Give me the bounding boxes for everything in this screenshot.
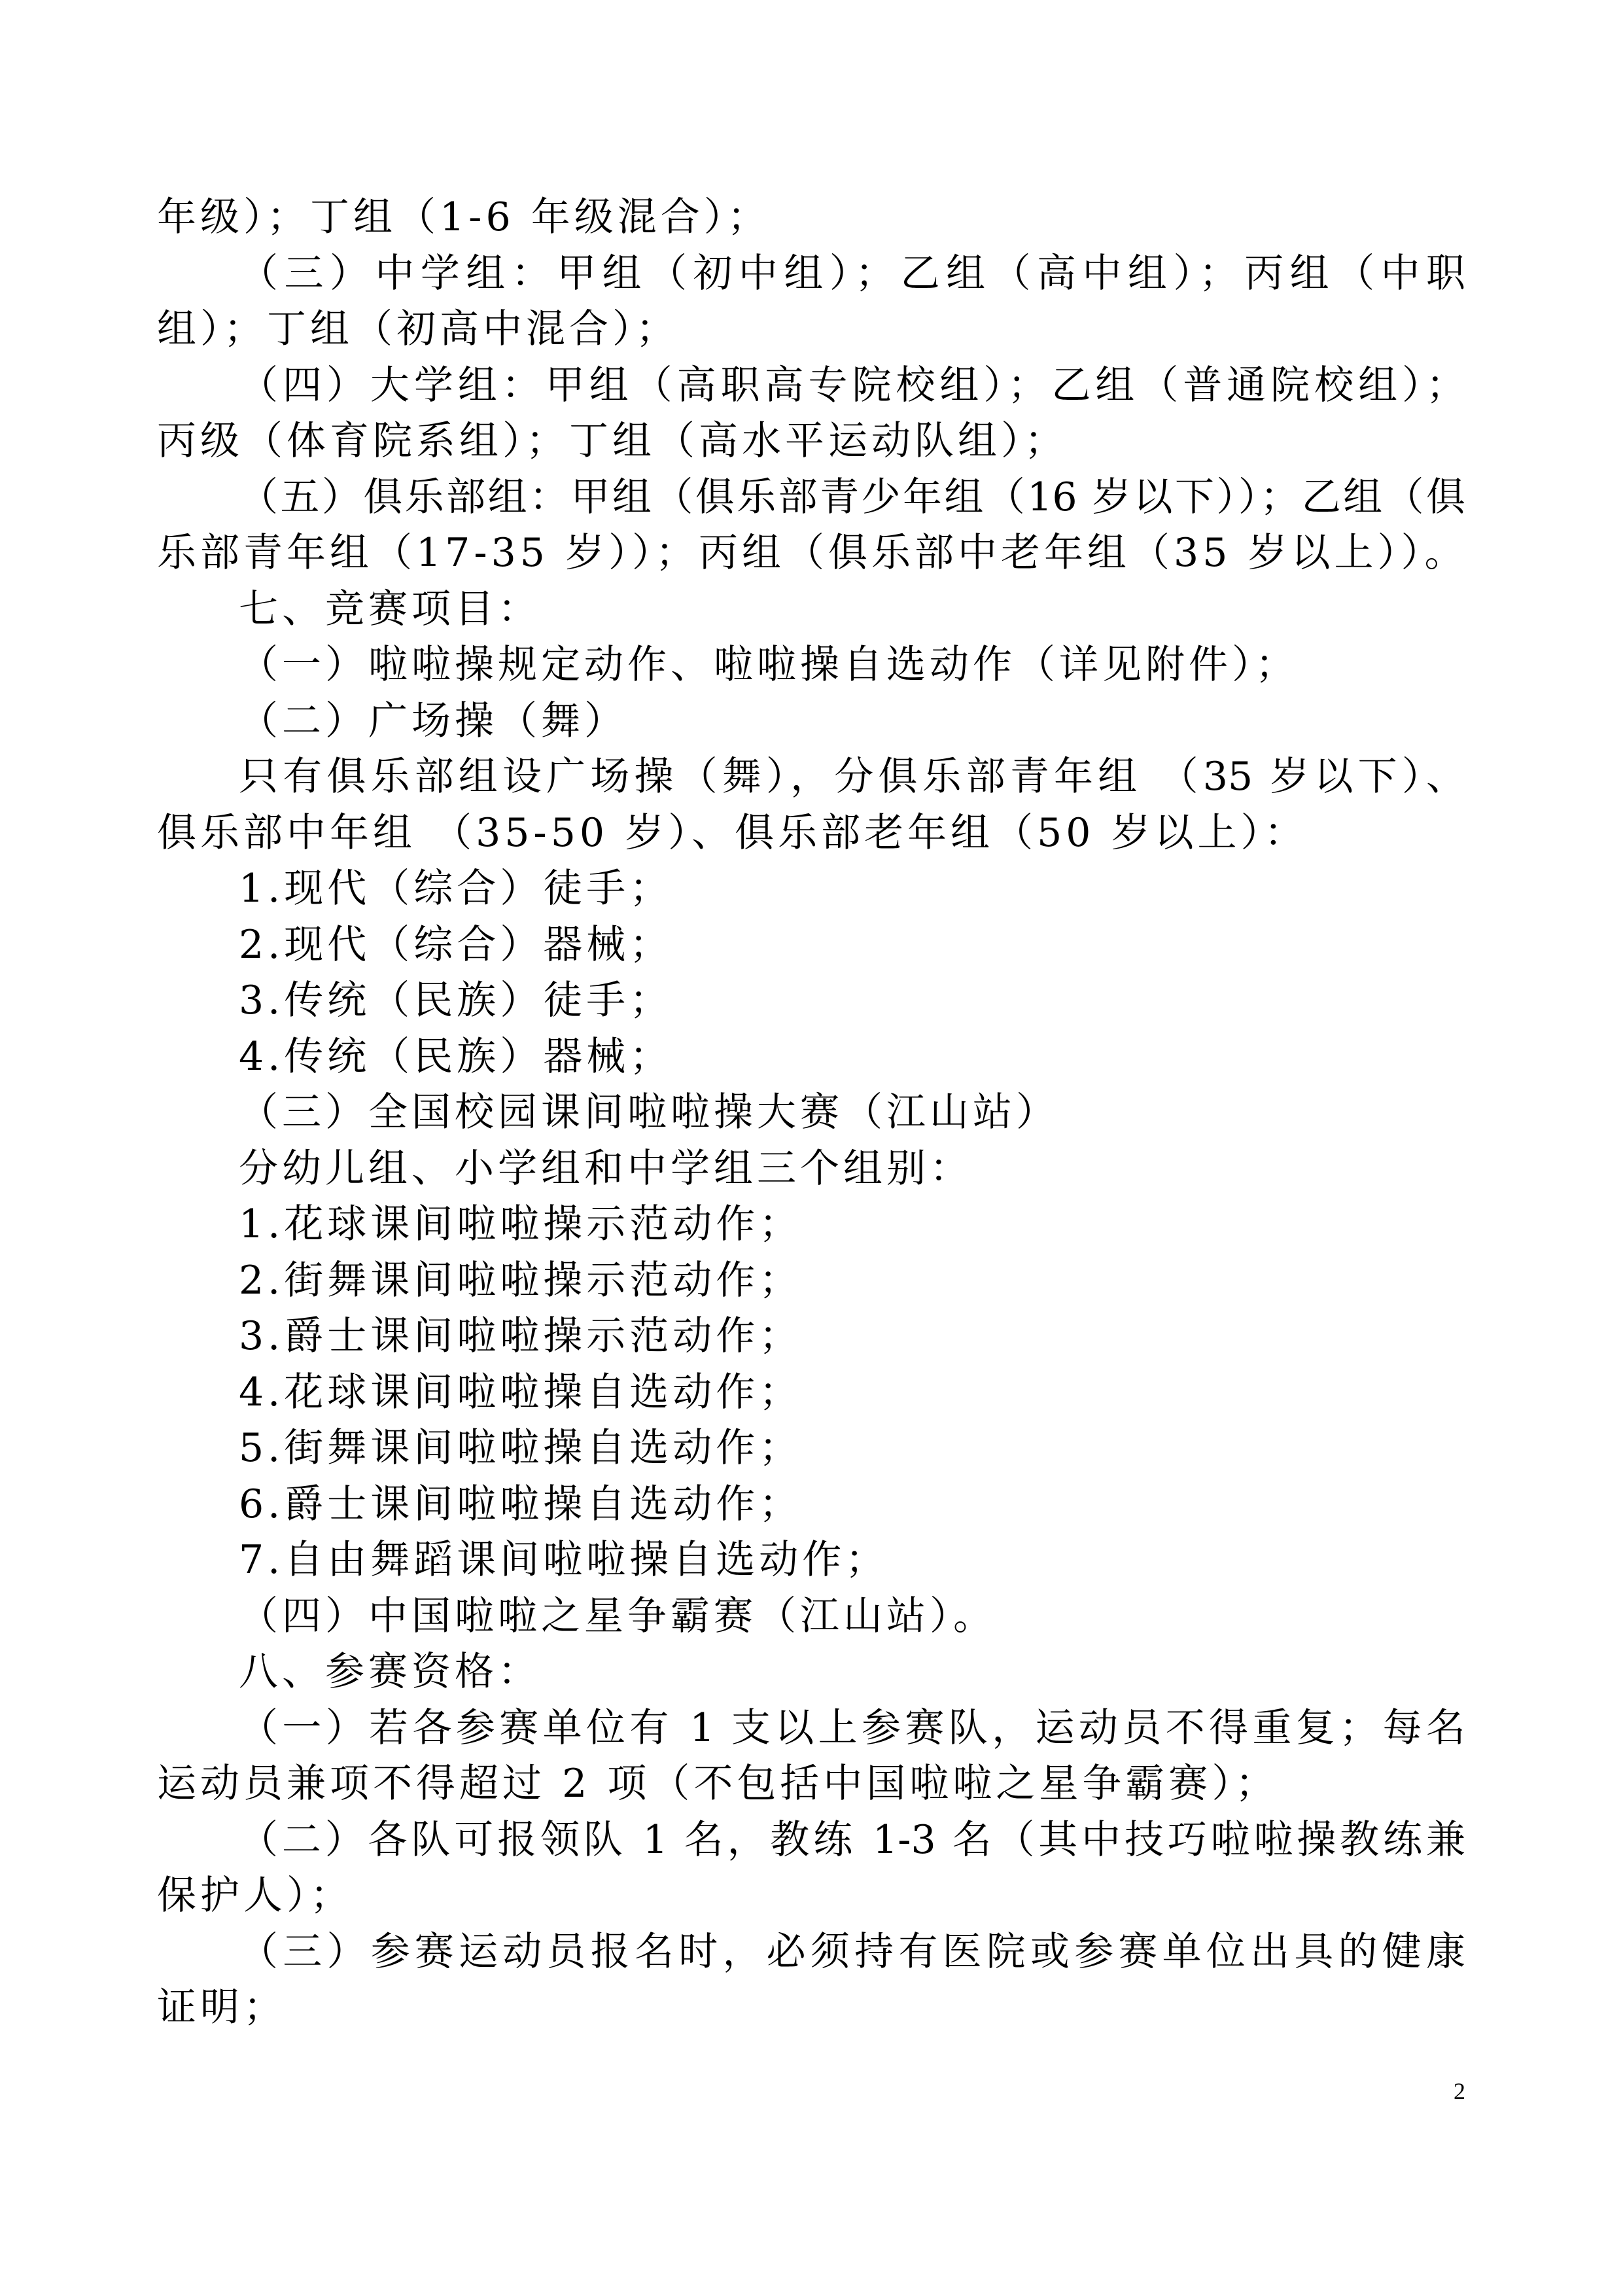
list-item: 1.花球课间啦啦操示范动作； bbox=[239, 1201, 803, 1247]
section-heading: 七、竞赛项目： bbox=[239, 586, 541, 632]
list-item: 4.传统（民族）器械； bbox=[239, 1033, 673, 1080]
section-heading: 八、参赛资格： bbox=[239, 1649, 541, 1695]
text-line: 乐部青年组（17-35 岁））；丙组（俱乐部中老年组（35 岁以上））。 bbox=[157, 530, 1468, 576]
list-item: 4.花球课间啦啦操自选动作； bbox=[239, 1369, 803, 1415]
text-line: 分幼儿组、小学组和中学组三个组别： bbox=[239, 1145, 973, 1192]
text-line: （五）俱乐部组：甲组（俱乐部青少年组（16 岁以下））；乙组（俱 bbox=[239, 474, 1465, 520]
list-item: 7.自由舞蹈课间啦啦操自选动作； bbox=[239, 1537, 889, 1583]
list-item: 2.现代（综合）器械； bbox=[239, 921, 673, 968]
list-item: 5.街舞课间啦啦操自选动作； bbox=[239, 1425, 803, 1471]
text-line: 保护人）； bbox=[157, 1873, 353, 1918]
text-line: （三）全国校园课间啦啦操大赛（江山站） bbox=[239, 1089, 1059, 1135]
text-line: 年级）；丁组（1-6 年级混合）； bbox=[157, 194, 771, 240]
list-item: 1.现代（综合）徒手； bbox=[239, 866, 673, 911]
list-item: 3.传统（民族）徒手； bbox=[239, 978, 673, 1023]
text-line: （二）广场操（舞） bbox=[239, 698, 627, 744]
text-line: 组）；丁组（初高中混合）； bbox=[157, 306, 679, 352]
list-item: 2.街舞课间啦啦操示范动作； bbox=[239, 1257, 803, 1303]
text-line: （三）参赛运动员报名时，必须持有医院或参赛单位出具的健康 bbox=[239, 1928, 1465, 1975]
text-line: 只有俱乐部组设广场操（舞），分俱乐部青年组 （35 岁以下）、 bbox=[239, 754, 1465, 800]
body-text bbox=[157, 190, 1468, 2036]
text-line: 俱乐部中年组 （35-50 岁）、俱乐部老年组（50 岁以上）： bbox=[157, 809, 1308, 856]
text-line: （三）中学组：甲组（初中组）；乙组（高中组）；丙组（中职 bbox=[239, 250, 1465, 296]
list-item: 3.爵士课间啦啦操示范动作； bbox=[239, 1313, 803, 1359]
text-line: 证明； bbox=[157, 1985, 287, 2030]
page-number: 2 bbox=[1454, 2078, 1465, 2104]
text-line: （四）大学组：甲组（高职高专院校组）；乙组（普通院校组）； bbox=[239, 362, 1465, 408]
text-line: （一）若各参赛单位有 1 支以上参赛队，运动员不得重复；每名 bbox=[239, 1704, 1465, 1751]
text-line: （二）各队可报领队 1 名，教练 1-3 名（其中技巧啦啦操教练兼 bbox=[239, 1816, 1465, 1863]
list-item: 6.爵士课间啦啦操自选动作； bbox=[239, 1481, 803, 1527]
text-line: 丙级（体育院系组）；丁组（高水平运动队组）； bbox=[157, 418, 1068, 464]
text-line: （四）中国啦啦之星争霸赛（江山站）。 bbox=[239, 1593, 996, 1639]
text-line: （一）啦啦操规定动作、啦啦操自选动作（详见附件）； bbox=[239, 642, 1299, 688]
text-line: 运动员兼项不得超过 2 项（不包括中国啦啦之星争霸赛）； bbox=[157, 1761, 1279, 1807]
